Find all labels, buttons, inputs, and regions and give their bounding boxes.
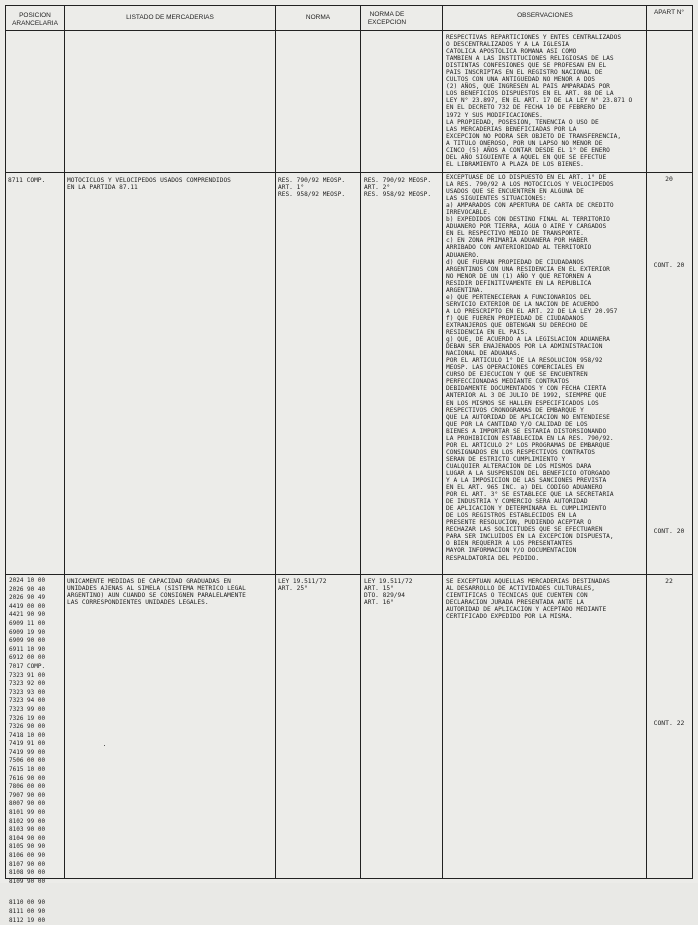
column-divider [442,5,443,879]
posicion-code: 7907 90 00 [9,791,46,799]
listado-mercaderias-motociclos: MOTOCICLOS Y VELOCIPEDOS USADOS COMPRENDIDOS EN LA PARTIDA 87.11 [67,177,231,192]
posicion-code: 4421 90 90 [9,611,46,619]
posicion-code: 6909 11 00 [9,619,46,627]
scan-speck [104,745,105,746]
posicion-code: 7419 99 00 [9,748,46,756]
posicion-code: 8111 00 90 [9,907,46,915]
posicion-code: 7616 90 00 [9,774,46,782]
posicion-arancelaria-8711: 8711 COMP. [8,177,46,184]
apart-number: CONT. 22 [653,719,685,727]
header-norma: NORMA [305,14,331,21]
posicion-code: 8007 90 00 [9,800,46,808]
apart-number: 22 [665,577,673,585]
posicion-code: 7323 99 00 [9,705,46,713]
apart-number: CONT. 20 [653,261,685,269]
posicion-code: 8107 90 00 [9,860,46,868]
posicion-code: 7326 90 00 [9,723,46,731]
header-observaciones: OBSERVACIONES [517,12,573,19]
listado-mercaderias-medidas: UNICAMENTE MEDIDAS DE CAPACIDAD GRADUADAS EN UNIDADES AJENAS AL SIMELA (SISTEMA METRICO LEGAL ARGENTINO) AUN CUANDO SE CONSIGNEN PARALELAMENTE LAS CORRESPONDIENTES UNIDADES LEGALES. [67,578,246,607]
observaciones-8711: EXCEPTUASE DE LO DISPUESTO EN EL ART. 1° DE LA RES. 790/92 A LOS MOTOCICLOS Y VELOCIPEDOS USADOS QUE SE ENCUENTREN EN ALGUNA DE LAS SIGUIENTES SITUACIONES: a) AMPARADOS CON APERTURA DE CARTA DE CREDITO IRREVOCABLE. b) EXPEDIDOS CON DESTINO FINAL AL TERRITORIO ADUANERO POR TIERRA, AGUA O AIRE Y CARGADOS EN EL RESPECTIVO MEDIO DE TRANSPORTE. c) EN ZONA PRIMARIA ADUANERA POR HABER ARRIBADO CON ANTERIORIDAD AL TERRITORIO ADUANERO. d) QUE FUERAN PROPIEDAD DE CIUDADANOS ARGENTINOS CON UNA RESIDENCIA EN EL EXTERIOR NO MENOR DE UN (1) AÑO Y QUE RETORNEN A RESIDIR DEFINITIVAMENTE EN LA REPUBLICA ARGENTINA. e) QUE PERTENECIERAN A FUNCIONARIOS DEL SERVICIO EXTERIOR DE LA NACION DE ACUERDO A LO PRESCRIPTO EN EL ART. 22 DE LA LEY 20.957 f) QUE FUEREN PROPIEDAD DE CIUDADANOS EXTRANJEROS QUE OBTENGAN SU DERECHO DE RESIDENCIA EN EL PAIS. g) QUE, DE ACUERDO A LA LEGISLACION ADUANERA DEBAN SER ENAJENADOS POR LA ADMINISTRACION NACIONAL DE ADUANAS. POR EL ARTICULO 1° DE LA RESOLUCION 958/92 MEOSP. LAS OPERACIONES COMERCIALES EN CURSO DE EJECUCION Y QUE SE ENCUENTREN PERFECCIONADAS MEDIANTE CONTRATOS DEBIDAMENTE DOCUMENTADOS Y CON FECHA CIERTA ANTERIOR AL 3 DE JULIO DE 1992, SIEMPRE QUE EN LOS MISMOS SE HALLEN ESPECIFICADOS LOS RESPECTIVOS CRONOGRAMAS DE EMBARQUE Y QUE LA AUTORIDAD DE APLICACION NO ENTENDIESE QUE POR LA CANTIDAD Y/O CALIDAD DE LOS BIENES A IMPORTAR SE ESTARIA DISTORSIONANDO LA PROHIBICION ESTABLECIDA EN LA RES. 790/92. POR EL ARTICULO 2° LOS PROGRAMAS DE EMBARQUE CONSIGNADOS EN LOS RESPECTIVOS CONTRATOS SERAN DE ESTRICTO CUMPLIMIENTO Y CUALQUIER ALTERACION DE LOS MISMOS DARA LUGAR A LA SUSPENSION DEL BENEFICIO OTORGADO Y A LA IMPOSICION DE LAS SANCIONES PREVISTA EN EL ART. 965 INC. a) DEL CODIGO ADUANERO POR EL ART. 3° SE ESTABLECE QUE LA SECRETARIA DE INDUSTRIA Y COMERCIO SERA AUTORIDAD DE APLICACION Y DETERMINARA EL CUMPLIMIENTO DE LOS REGISTROS ESTABLECIDOS EN LA PRESENTE RESOLUCION, PUDIENDO ACEPTAR O RECHAZAR LAS SOLICITUDES QUE SE EFECTUAREN PARA SER INCLUIDOS EN LA EXCEPCION DISPUESTA, O BIEN REQUERIR A LOS PRESENTANTES MAYOR INFORMACION Y/O DOCUMENTACION RESPALDATORIA DEL PEDIDO. [446,174,618,562]
posicion-code: 7017 COMP. [9,662,46,670]
posicion-code: 7323 91 00 [9,671,46,679]
header-norma-de-excepcion: NORMA DE EXCEPCION [367,11,407,26]
row-divider [5,574,693,575]
header-apart-numero: APART N° [653,9,685,16]
norma-excepcion-ley-19511: LEY 19.511/72 ART. 15° DTO. 829/94 ART. 16° [364,578,413,607]
apart-number: 20 [665,175,673,183]
row-divider [5,172,693,173]
posicion-code: 6909 90 00 [9,637,46,645]
posicion-code: 4419 00 00 [9,602,46,610]
table-border-right [692,5,693,879]
posicion-code: 8103 90 00 [9,826,46,834]
header-divider [5,30,693,31]
table-border-bottom [5,878,693,879]
posicion-code: 2024 10 00 [9,577,46,584]
norma-ley-19511: LEY 19.511/72 ART. 25° [278,578,327,593]
observaciones-medidas: SE EXCEPTUAN AQUELLAS MERCADERIAS DESTINADAS AL DESARROLLO DE ACTIVIDADES CULTURALES, CIENTIFICAS O TECNICAS QUE CUENTEN CON DECLARACION JURADA PRESENTADA ANTE LA AUTORIDAD DE APLICACION Y ACEPTADO MEDIANTE CERTIFICADO EXPEDIDO POR LA MISMA. [446,578,610,621]
posicion-code: 8110 00 90 [9,899,46,907]
posicion-code: 7506 00 00 [9,757,46,765]
posicion-arancelaria-codes-list [9,577,45,925]
posicion-code: 8106 00 90 [9,852,46,859]
posicion-code: 7326 19 00 [9,714,46,722]
column-divider [360,5,361,879]
posicion-code: 6911 10 90 [9,645,46,653]
norma-excepcion-8711: RES. 790/92 MEOSP. ART. 2° RES. 958/92 MEOSP. [364,177,432,199]
posicion-code: 7615 10 00 [9,766,46,774]
posicion-code: 7323 94 00 [9,697,46,705]
posicion-code: 8109 90 00 [9,877,46,885]
posicion-code: 8102 99 00 [9,817,46,825]
norma-8711: RES. 790/92 MEOSP. ART. 1° RES. 958/92 MEOSP. [278,177,346,199]
posicion-code: 8112 19 00 [9,916,46,924]
posicion-code: 7323 93 00 [9,688,46,696]
posicion-code: 8105 90 90 [9,843,46,851]
header-posicion-arancelaria: POSICION ARANCELARIA [12,12,58,27]
posicion-code: 7418 10 00 [9,731,46,739]
table-border-left [5,5,6,879]
posicion-code: 6909 19 90 [9,628,46,636]
table-border-top [5,5,693,6]
posicion-code: 7419 91 00 [9,740,46,748]
posicion-code: 8104 90 00 [9,834,46,842]
posicion-code: 8101 99 00 [9,809,46,817]
posicion-code: 2026 90 40 [9,585,46,593]
header-listado-de-mercaderias: LISTADO DE MERCADERIAS [126,14,214,21]
posicion-code: 6912 00 00 [9,654,46,662]
posicion-code: 7323 92 00 [9,680,46,688]
posicion-code: 7806 00 00 [9,783,46,791]
column-divider [275,5,276,879]
column-divider [646,5,647,879]
posicion-code: 2026 90 49 [9,594,46,602]
posicion-code: 8108 90 00 [9,869,46,877]
observaciones-continued-text: RESPECTIVAS REPARTICIONES Y ENTES CENTRALIZADOS O DESCENTRALIZADOS Y A LA IGLESIA CATOLICA APOSTOLICA ROMANA ASI COMO TAMBIEN A LAS INSTITUCIONES RELIGIOSAS DE LAS DISTINTAS CONFESIONES QUE SE PROFESAN EN EL PAIS INSCRIPTAS EN EL REGISTRO NACIONAL DE CULTOS CON UNA ANTIGUEDAD NO MENOR A DOS (2) AÑOS, QUE INGRESEN AL PAIS AMPARADAS POR LOS BENEFICIOS DISPUESTOS EN EL ART. 88 DE LA LEY N° 23.897, EN EL ART. 17 DE LA LEY N° 23.871 O EN EL DECRETO 732 DE FECHA 10 DE FEBRERO DE 1972 Y SUS MODIFICACIONES. LA PROPIEDAD, POSESION, TENENCIA O USO DE LAS MERCADERIAS BENEFICIADAS POR LA EXCEPCION NO PODRA SER OBJETO DE TRANSFERENCIA, A TITULO ONEROSO, POR UN LAPSO NO MENOR DE CINCO (5) AÑOS A CONTAR DESDE EL 1° DE ENERO DEL AÑO SIGUIENTE A AQUEL EN QUE SE EFECTUE EL LIBRAMIENTO A PLAZA DE LOS BIENES. [446,34,633,168]
apart-number: CONT. 20 [653,527,685,535]
column-divider [64,5,65,879]
